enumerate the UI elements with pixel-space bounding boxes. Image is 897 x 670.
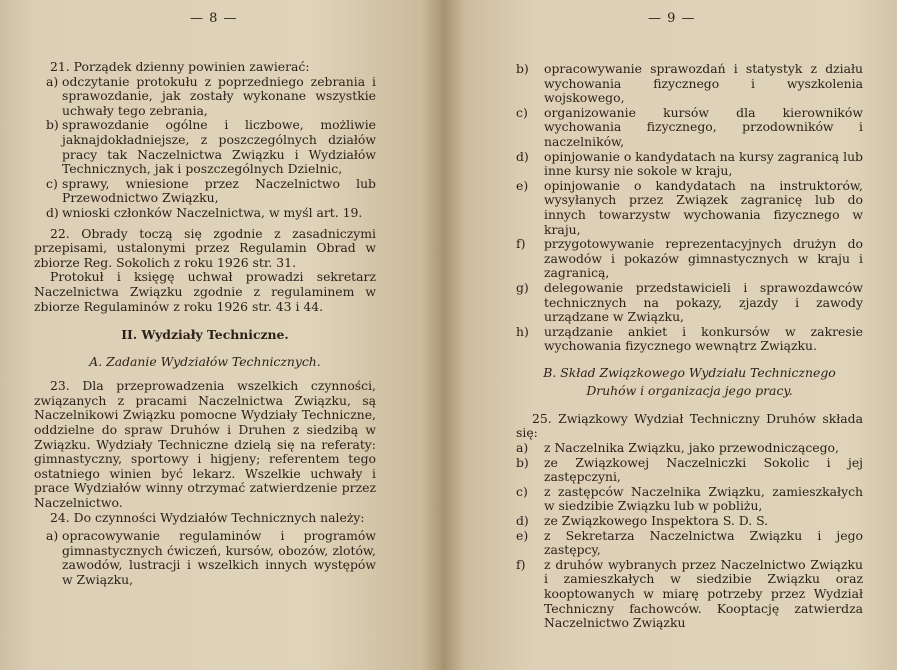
list-item [516,281,863,325]
list-item [516,558,863,631]
list-item [516,325,863,354]
section-title [34,328,376,343]
paragraph-22: 22. Obrady toczą się zgodnie z zasadniczymi przepisami, ustalonymi przez Regulamin Obrad w zbiorze Reg. Sokolich z roku 1926 str. 31. [34,225,376,270]
list-item [34,206,376,221]
item-letter: b) [516,454,529,470]
item-letter: a) [46,528,59,544]
list-item [516,485,863,514]
item-letter: e) [516,177,529,193]
item-text: urządzanie ankiet i konkursów w zakresie wychowania fizycznego wewnątrz Związku. [544,323,863,354]
item-text: sprawozdanie ogólne i liczbowe, możliwie jaknajdokładniejsze, z poszczególnych działów pracy tak Naczelnictwa Związku i Wydziałów Technicznych, jak i poszczególnych Dzielnic, [62,117,376,177]
list-item [516,456,863,485]
list-item [516,529,863,558]
page-number: — 8 — [190,11,238,26]
item-text: opinjowanie o kandydatach na instruktorów, wysyłanych przez Związek zagranicę lub do innych towarzystw wychowania fizycznego w kraju, [544,177,863,237]
list-21 [34,75,376,221]
list-item [34,529,376,587]
subsection-title: A. Zadanie Wydziałów Technicznych. [89,353,321,369]
item-letter: e) [516,527,529,543]
item-letter: h) [516,323,529,339]
item-letter: f) [516,556,526,572]
paragraph-23: 23. Dla przeprowadzenia wszelkich czynności, związanych z pracami Naczelnictwa Związku, są Naczelnikowi Związku pomocne Wydziały Techniczne, oddzielne do spraw Druhów i Druhen z siedzibą w Związku. Wydziały Techniczne dzielą się na referaty: gimnastyczny, sportowy i higjeny; referentem tego ostatniego winien być lekarz. Wszelkie uchwały i prace Wydziałów winny otrzymać zatwierdzenie przez Naczelnictwo. [34,378,376,511]
list-25 [516,441,863,631]
item-text: ze Związkowego Inspektora S. D. S. [544,513,769,529]
item-letter: b) [516,61,529,76]
subsection-title-line2: Druhów i organizacja jego pracy. [586,382,793,398]
subsection-title [516,364,863,400]
list-item [516,62,863,106]
paragraph-25-intro: 25. Związkowy Wydział Techniczny Druhów składa się: [516,410,863,441]
item-text: z Sekretarza Naczelnictwa Związku i jego zastępcy, [544,527,863,558]
item-letter: c) [46,175,58,191]
item-text: opinjowanie o kandydatach na kursy zagranicą lub inne kursy nie sokole w kraju, [544,148,863,179]
left-text-column [34,60,376,588]
right-page [443,0,897,670]
item-text: opracowywanie regulaminów i programów gimnastycznych ćwiczeń, kursów, obozów, zlotów, zawodów, lustracji i wszelkich innych występów w Związku, [62,528,376,587]
item-letter: d) [516,513,529,529]
list-item [516,237,863,281]
subsection-title-line1: B. Skład Związkowego Wydziału Technicznego [543,364,836,380]
list-item [516,150,863,179]
paragraph-21-intro: 21. Porządek dzienny powinien zawierać: [50,59,310,74]
item-text: z Naczelnika Związku, jako przewodniczącego, [544,440,839,456]
list-item [516,514,863,529]
list-item [516,106,863,150]
item-letter: a) [516,440,529,456]
right-text-column [516,62,863,631]
item-letter: d) [516,148,529,164]
item-letter: g) [516,279,529,295]
item-letter: c) [516,483,528,499]
page-number: — 9 — [648,11,696,26]
left-page [0,0,443,670]
item-text: przygotowywanie reprezentacyjnych drużyn do zawodów i pokazów gimnastycznych w kraju i zagranicą, [544,236,863,281]
item-text: wnioski członków Naczelnictwa, w myśl art. 19. [62,204,363,220]
list-item [516,441,863,456]
list-item [34,118,376,176]
paragraph-22b: Protokuł i księgę uchwał prowadzi sekretarz Naczelnictwa Związku zgodnie z regulaminem w zbiorze Regulaminów z roku 1926 str. 43 i 44. [34,269,376,314]
section-title-text: II. Wydziały Techniczne. [121,327,289,343]
list-item [34,177,376,206]
list-item [516,179,863,237]
item-letter: d) [46,204,59,220]
item-text: opracowywanie sprawozdań i statystyk z działu wychowania fizycznego i wyszkolenia wojskowego, [544,61,863,106]
list-item [34,75,376,119]
item-letter: a) [46,73,59,89]
item-text: z zastępców Naczelnika Związku, zamieszkałych w siedzibie Związku lub w pobliżu, [544,483,863,514]
paragraph-24-intro: 24. Do czynności Wydziałów Technicznych należy: [50,509,365,525]
item-text: odczytanie protokułu z poprzedniego zebrania i sprawozdanie, jak zostały wykonane wszystkie uchwały tego zebrania, [62,73,376,118]
list-24-continued [516,62,863,354]
item-text: z druhów wybranych przez Naczelnictwo Związku i zamieszkałych w siedzibie Związku oraz kooptowanych w miarę potrzeby przez Wydział Techniczny fachowców. Kooptację zatwierdza Naczelnictwo Związku [544,556,863,631]
item-text: sprawy, wniesione przez Naczelnictwo lub Przewodnictwo Związku, [62,175,376,206]
item-letter: c) [516,104,528,120]
item-text: organizowanie kursów dla kierowników wychowania fizycznego, przodowników i naczelników, [544,104,863,149]
item-text: ze Związkowej Naczelniczki Sokolic i jej zastępczyni, [544,454,863,485]
item-letter: b) [46,117,59,133]
item-letter: f) [516,236,526,252]
item-text: delegowanie przedstawicieli i sprawozdawców technicznych na pokazy, zjazdy i zawody urządzane w Związku, [544,279,863,325]
